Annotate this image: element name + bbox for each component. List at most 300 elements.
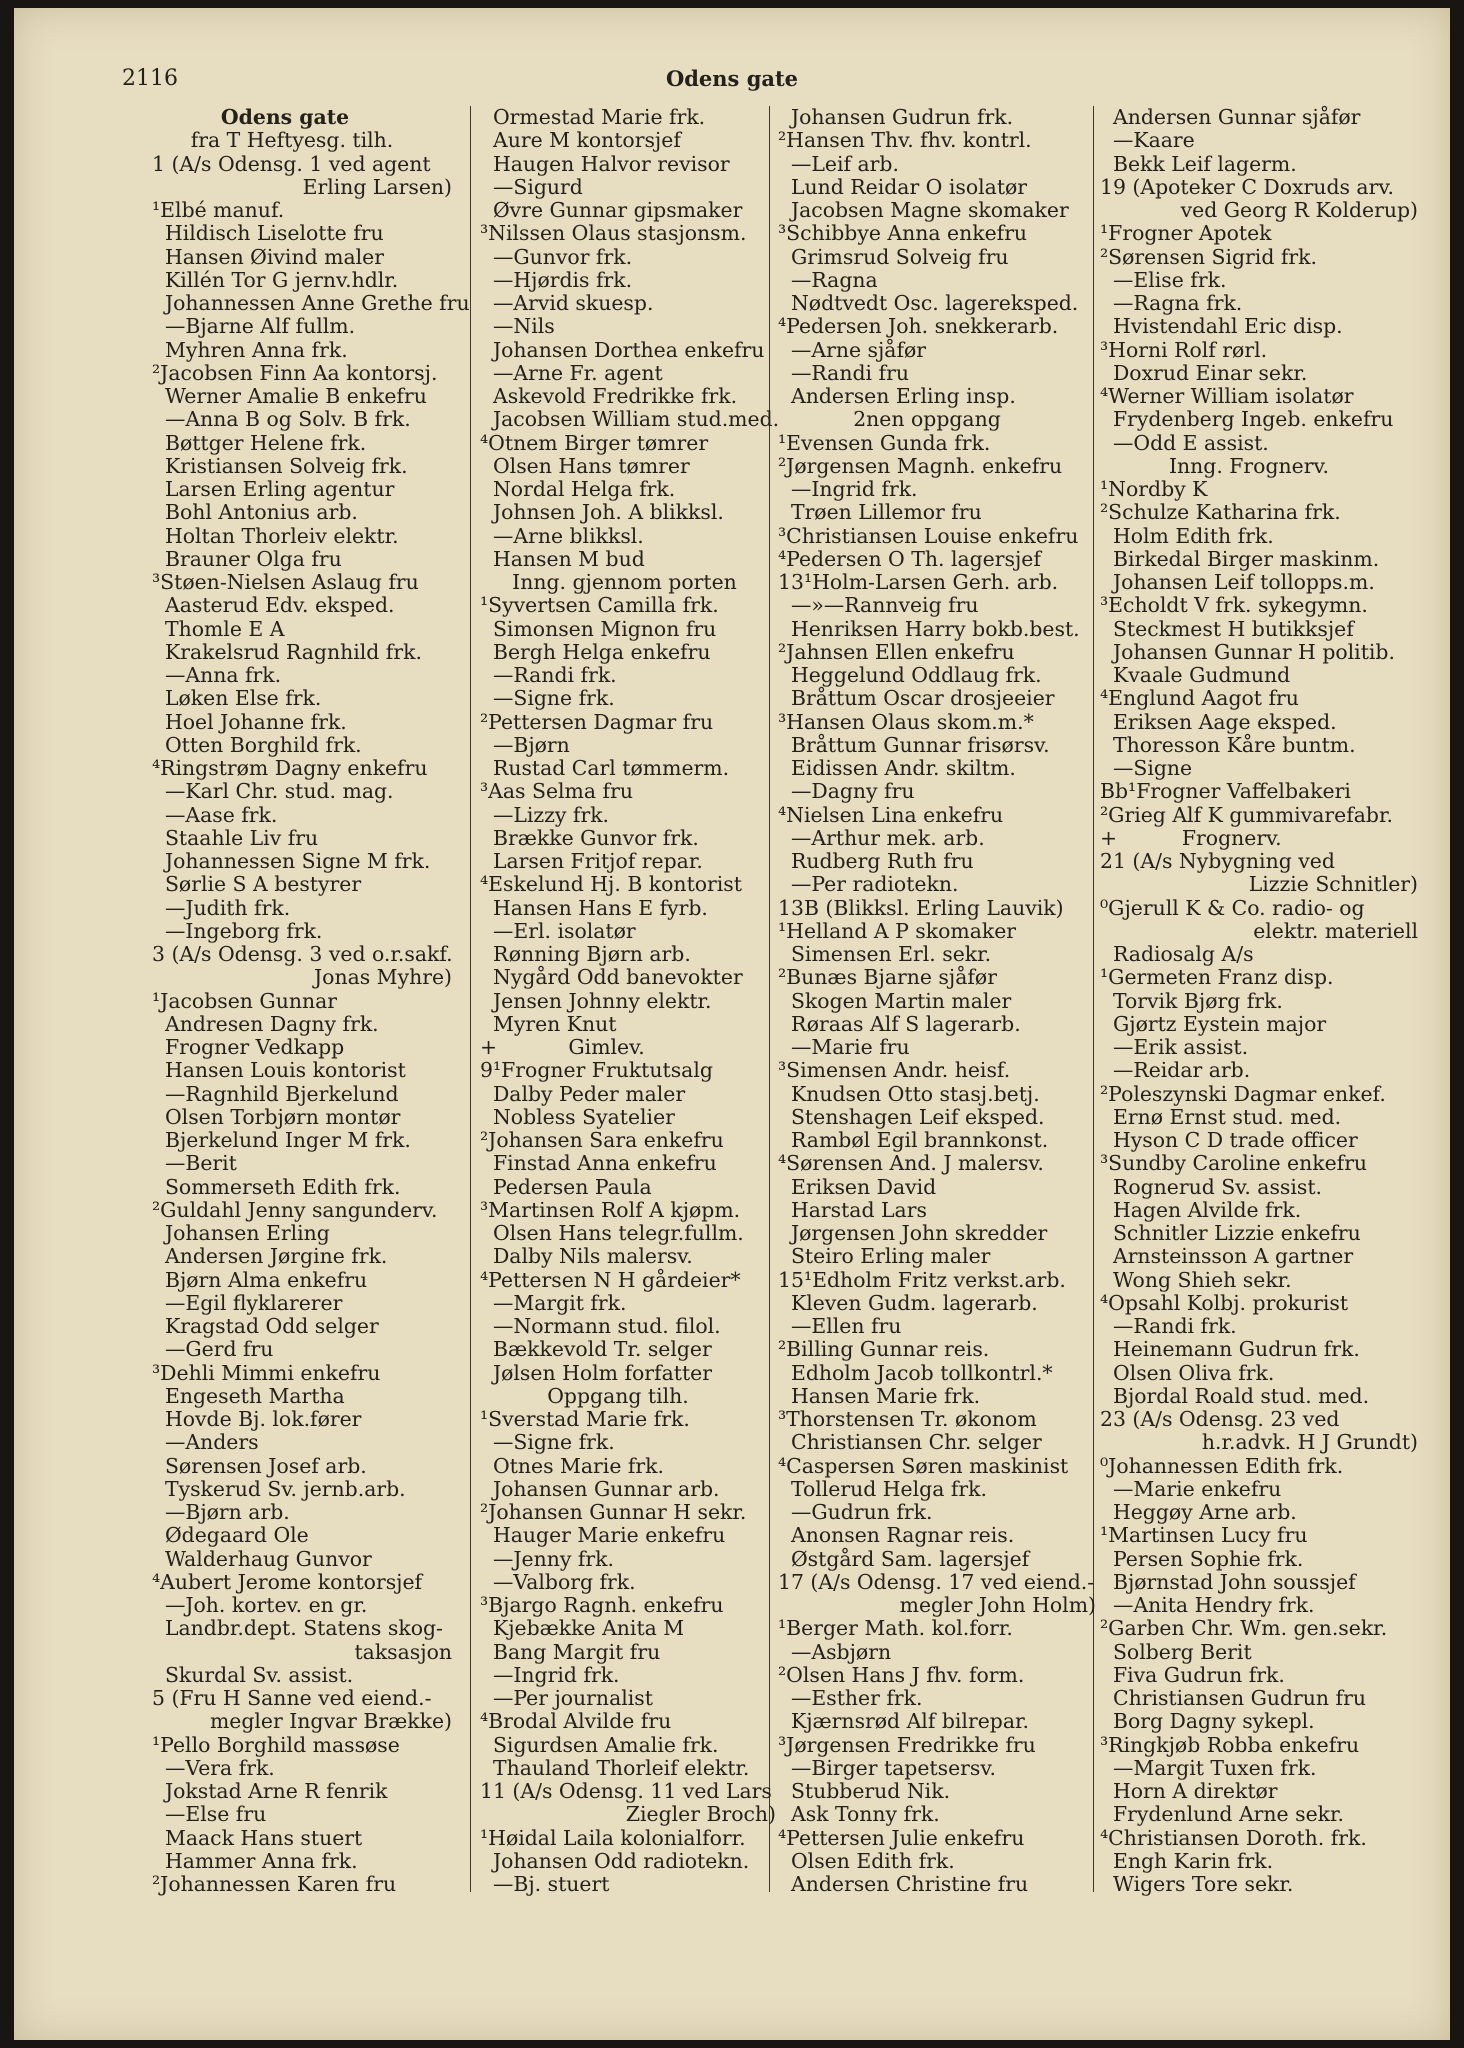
directory-entry: —Randi frk. xyxy=(1100,1314,1237,1338)
directory-entry: Hvistendahl Eric disp. xyxy=(1100,314,1343,339)
directory-entry: Johannessen Anne Grethe fru xyxy=(152,291,470,315)
directory-entry: —Leif arb. xyxy=(778,151,899,176)
directory-entry: Skogen Martin maler xyxy=(778,988,1012,1013)
directory-entry: 1 (A/s Odensg. 1 ved agent xyxy=(152,151,431,176)
directory-entry: Dalby Nils malersv. xyxy=(480,1244,693,1269)
directory-entry: Anonsen Ragnar reis. xyxy=(778,1523,1015,1548)
directory-entry: —Arne blikksl. xyxy=(480,523,644,548)
directory-entry: Otten Borghild frk. xyxy=(152,732,362,757)
directory-entry: Olsen Edith frk. xyxy=(778,1848,955,1873)
directory-entry: Heggøy Arne arb. xyxy=(1100,1500,1297,1524)
directory-entry: Askevold Fredrikke frk. xyxy=(480,384,738,408)
directory-entry: —Esther frk. xyxy=(778,1686,923,1710)
directory-entry: Nordal Helga frk. xyxy=(480,477,676,501)
directory-entry: Edholm Jacob tollkontrl.* xyxy=(778,1360,1053,1385)
directory-entry: Kragstad Odd selger xyxy=(152,1314,379,1338)
directory-entry: Kleven Gudm. lagerarb. xyxy=(778,1290,1038,1315)
directory-column-4 xyxy=(1100,106,1418,1896)
directory-entry: Hansen Hans E fyrb. xyxy=(480,895,708,920)
directory-entry: ²Guldahl Jenny sangunderv. xyxy=(152,1197,438,1222)
directory-entry: ³Dehli Mimmi enkefru xyxy=(152,1360,381,1385)
directory-entry: Kjærnsrød Alf bilrepar. xyxy=(778,1709,1029,1734)
directory-entry: Ernø Ernst stud. med. xyxy=(1100,1104,1342,1129)
directory-entry: Heinemann Gudrun frk. xyxy=(1100,1337,1360,1362)
directory-entry: ²Johansen Gunnar H sekr. xyxy=(480,1500,747,1524)
directory-entry: Haugen Halvor revisor xyxy=(480,151,730,176)
directory-entry: Kjebække Anita M xyxy=(480,1616,685,1641)
directory-entry: 9¹Frogner Fruktutsalg xyxy=(480,1058,713,1083)
directory-entry: ³Sundby Caroline enkefru xyxy=(1100,1151,1368,1176)
directory-entry: Nobless Syatelier xyxy=(480,1104,675,1129)
directory-entry: Johansen Odd radiotekn. xyxy=(480,1848,750,1873)
directory-entry: ³Christiansen Louise enkefru xyxy=(778,523,1079,548)
directory-entry: Andersen Erling insp. xyxy=(778,384,1016,408)
directory-entry: ³Horni Rolf rørl. xyxy=(1100,337,1268,362)
directory-entry: Olsen Oliva frk. xyxy=(1100,1360,1275,1385)
directory-entry: —Arne Fr. agent xyxy=(480,360,663,385)
directory-entry: Hansen Øivind maler xyxy=(152,244,384,269)
directory-entry: Henriksen Harry bokb.best. xyxy=(778,616,1080,641)
directory-entry: Frydenlund Arne sekr. xyxy=(1100,1802,1344,1827)
directory-entry: Tyskerud Sv. jernb.arb. xyxy=(152,1476,406,1501)
directory-entry: Thomle E A xyxy=(152,616,285,641)
directory-entry: Bang Margit fru xyxy=(480,1639,661,1664)
directory-entry: Ormestad Marie frk. xyxy=(480,105,706,129)
directory-entry: ³Hansen Olaus skom.m.* xyxy=(778,709,1034,734)
directory-entry: —Nils xyxy=(480,314,555,339)
directory-entry: —Per journalist xyxy=(480,1686,653,1710)
directory-entry: Andresen Dagny frk. xyxy=(152,1011,379,1036)
directory-entry: Kvaale Gudmund xyxy=(1100,663,1291,687)
directory-entry: Thoresson Kåre buntm. xyxy=(1100,732,1356,757)
directory-entry: ⁴Ringstrøm Dagny enkefru xyxy=(152,756,428,780)
directory-entry: Werner Amalie B enkefru xyxy=(152,384,427,408)
directory-entry: Aure M kontorsjef xyxy=(480,128,681,153)
directory-entry: Johansen Leif tollopps.m. xyxy=(1100,570,1375,594)
directory-entry: ¹Nordby K xyxy=(1100,477,1208,501)
directory-entry: Hammer Anna frk. xyxy=(152,1848,358,1873)
directory-entry: ²Grieg Alf K gummivarefabr. xyxy=(1100,802,1393,827)
directory-entry: Steiro Erling maler xyxy=(778,1244,991,1269)
directory-entry: —Ragna frk. xyxy=(1100,291,1243,315)
directory-entry: elektr. materiell xyxy=(1253,918,1418,943)
directory-entry: ¹Frogner Apotek xyxy=(1100,221,1272,246)
directory-entry: ⁴Werner William isolatør xyxy=(1100,384,1354,408)
directory-entry: ³Echoldt V frk. sykegymn. xyxy=(1100,593,1368,618)
directory-entry: ²Poleszynski Dagmar enkef. xyxy=(1100,1081,1386,1106)
directory-entry: ⁴Opsahl Kolbj. prokurist xyxy=(1100,1290,1349,1315)
directory-entry: taksasjon xyxy=(354,1639,452,1664)
directory-entry: —Bj. stuert xyxy=(480,1872,610,1896)
directory-entry: —Anna frk. xyxy=(152,663,282,687)
directory-entry: ⁴Eskelund Hj. B kontorist xyxy=(480,872,742,897)
directory-entry: ³Martinsen Rolf A kjøpm. xyxy=(480,1197,741,1222)
directory-entry: —Margit Tuxen frk. xyxy=(1100,1755,1317,1780)
directory-entry: —Signe frk. xyxy=(480,1430,615,1455)
directory-entry: Holm Edith frk. xyxy=(1100,523,1274,548)
directory-entry: Otnes Marie frk. xyxy=(480,1453,665,1478)
directory-entry: —Per radiotekn. xyxy=(778,872,959,897)
directory-entry: Hansen Louis kontorist xyxy=(152,1058,406,1083)
directory-entry: ¹Evensen Gunda frk. xyxy=(778,430,991,455)
directory-entry: Gjørtz Eystein major xyxy=(1100,1011,1327,1036)
directory-entry: Larsen Erling agentur xyxy=(152,477,395,501)
directory-entry: Olsen Hans telegr.fullm. xyxy=(480,1221,744,1245)
directory-entry: —Gudrun frk. xyxy=(778,1500,933,1524)
directory-entry: ¹Elbé manuf. xyxy=(152,198,285,222)
directory-entry: Hauger Marie enkefru xyxy=(480,1523,726,1548)
directory-entry: —Anna B og Solv. B frk. xyxy=(152,407,411,432)
directory-entry: Sigurdsen Amalie frk. xyxy=(480,1732,719,1757)
directory-entry: Andersen Gunnar sjåfør xyxy=(1100,105,1361,129)
directory-entry: —Elise frk. xyxy=(1100,267,1227,292)
directory-entry: Johansen Gunnar arb. xyxy=(480,1476,720,1501)
directory-entry: Krakelsrud Ragnhild frk. xyxy=(152,639,422,664)
directory-entry: Kristiansen Solveig frk. xyxy=(152,453,408,478)
directory-entry: Erling Larsen) xyxy=(302,174,452,199)
directory-entry: Brauner Olga fru xyxy=(152,546,342,571)
directory-entry: Eriksen David xyxy=(778,1174,937,1199)
directory-entry: Dalby Peder maler xyxy=(480,1081,686,1106)
directory-entry: 17 (A/s Odensg. 17 ved eiend.- xyxy=(778,1569,1095,1594)
directory-entry: Bjerkelund Inger M frk. xyxy=(152,1128,411,1152)
page-title: Odens gate xyxy=(665,66,799,91)
directory-entry: —Randi frk. xyxy=(480,663,617,687)
directory-entry: Holtan Thorleiv elektr. xyxy=(152,523,399,548)
directory-entry: —Berit xyxy=(152,1151,237,1176)
directory-entry: Solberg Berit xyxy=(1100,1639,1252,1664)
directory-entry: Bergh Helga enkefru xyxy=(480,639,711,664)
directory-entry: Bjørnstad John soussjef xyxy=(1100,1569,1356,1594)
directory-entry: Nødtvedt Osc. lagereksped. xyxy=(778,291,1079,315)
directory-entry: Lund Reidar O isolatør xyxy=(778,174,1028,199)
directory-entry: 3 (A/s Odensg. 3 ved o.r.sakf. xyxy=(152,942,453,966)
directory-column-1 xyxy=(152,105,470,1896)
directory-entry: —Gunvor frk. xyxy=(480,244,633,269)
directory-entry: Johnsen Joh. A blikksl. xyxy=(480,500,724,525)
directory-entry: Simensen Erl. sekr. xyxy=(778,942,992,966)
directory-entry: Inng. Frognerv. xyxy=(1168,453,1330,478)
directory-entry: Christiansen Chr. selger xyxy=(778,1430,1042,1455)
directory-entry: Pedersen Paula xyxy=(480,1174,652,1199)
directory-entry: ¹Jacobsen Gunnar xyxy=(152,988,337,1013)
directory-entry: Bjørn Alma enkefru xyxy=(152,1267,368,1292)
directory-entry: ⁴Englund Aagot fru xyxy=(1100,686,1299,711)
directory-entry: ⁴Otnem Birger tømrer xyxy=(480,430,709,455)
directory-entry: Andersen Christine fru xyxy=(778,1872,1029,1896)
directory-entry: ¹Martinsen Lucy fru xyxy=(1100,1523,1308,1548)
street-heading: Odens gate xyxy=(220,105,350,129)
directory-entry: Christiansen Gudrun fru xyxy=(1100,1686,1366,1710)
directory-entry: —Gerd fru xyxy=(152,1337,274,1362)
directory-entry: Doxrud Einar sekr. xyxy=(1100,360,1308,385)
directory-entry: ⁴Pedersen Joh. snekkerarb. xyxy=(778,314,1059,339)
directory-entry: Jørgensen John skredder xyxy=(778,1221,1048,1245)
directory-entry: Staahle Liv fru xyxy=(152,825,319,850)
directory-entry: Lizzie Schnitler) xyxy=(1248,872,1418,897)
directory-entry: —Randi fru xyxy=(778,360,909,385)
directory-entry: 13¹Holm-Larsen Gerh. arb. xyxy=(778,570,1059,594)
directory-entry: —Ingrid frk. xyxy=(778,477,918,501)
directory-entry: —Margit frk. xyxy=(480,1290,627,1315)
directory-entry: Hyson C D trade officer xyxy=(1100,1128,1358,1152)
directory-entry: ²Olsen Hans J fhv. form. xyxy=(778,1662,1025,1687)
directory-entry: Jacobsen Magne skomaker xyxy=(778,198,1069,222)
directory-entry: Walderhaug Gunvor xyxy=(152,1546,372,1571)
directory-entry: ⁴Christiansen Doroth. frk. xyxy=(1100,1825,1367,1850)
directory-entry: h.r.advk. H J Grundt) xyxy=(1201,1430,1418,1455)
directory-entry: —Bjørn arb. xyxy=(152,1500,290,1524)
directory-entry: Røraas Alf S lagerarb. xyxy=(778,1011,1021,1036)
directory-entry: ²Bunæs Bjarne sjåfør xyxy=(778,965,997,990)
column-divider xyxy=(470,106,471,1892)
directory-entry: Myren Knut xyxy=(480,1011,617,1036)
directory-entry: —Erl. isolatør xyxy=(480,918,636,943)
directory-entry: Bækkevold Tr. selger xyxy=(480,1337,712,1362)
directory-entry: Hagen Alvilde frk. xyxy=(1100,1197,1302,1222)
directory-entry: Johansen Gudrun frk. xyxy=(778,105,1014,129)
directory-entry: Sørensen Josef arb. xyxy=(152,1453,367,1478)
directory-entry: —Karl Chr. stud. mag. xyxy=(152,779,394,804)
directory-entry: Larsen Fritjof repar. xyxy=(480,849,703,873)
directory-entry: —Arne sjåfør xyxy=(778,337,927,362)
directory-entry: 13B (Blikksl. Erling Lauvik) xyxy=(778,895,1064,920)
directory-entry: —Hjørdis frk. xyxy=(480,267,633,292)
directory-entry: Torvik Bjørg frk. xyxy=(1100,988,1283,1013)
directory-entry: —Aase frk. xyxy=(152,802,278,827)
directory-entry: Rønning Bjørn arb. xyxy=(480,942,691,966)
directory-entry: ⁴Sørensen And. J malersv. xyxy=(778,1151,1044,1176)
directory-entry: 23 (A/s Odensg. 23 ved xyxy=(1100,1407,1340,1431)
directory-entry: ved Georg R Kolderup) xyxy=(1180,198,1418,222)
directory-column-3 xyxy=(778,106,1096,1896)
directory-entry: Løken Else frk. xyxy=(152,686,322,711)
directory-entry: Wigers Tore sekr. xyxy=(1100,1872,1294,1896)
directory-entry: Engh Karin frk. xyxy=(1100,1848,1274,1873)
directory-entry: —Asbjørn xyxy=(778,1639,892,1664)
directory-entry: ⁰Gjerull K & Co. radio- og xyxy=(1100,895,1365,920)
directory-entry: —Else fru xyxy=(152,1802,267,1827)
directory-entry: —Marie fru xyxy=(778,1035,910,1059)
directory-entry: Engeseth Martha xyxy=(152,1383,345,1408)
directory-entry: Jacobsen William stud.med. xyxy=(480,407,780,432)
directory-entry: —Vera frk. xyxy=(152,1755,275,1780)
directory-entry: Johansen Gunnar H politib. xyxy=(1100,639,1395,664)
directory-entry: Hoel Johanne frk. xyxy=(152,709,347,734)
directory-entry: ¹Høidal Laila kolonialforr. xyxy=(480,1825,746,1850)
directory-column-2 xyxy=(480,105,780,1896)
directory-entry: ³Støen-Nielsen Aslaug fru xyxy=(152,570,419,594)
directory-entry: Simonsen Mignon fru xyxy=(480,616,717,641)
directory-entry: Jølsen Holm forfatter xyxy=(480,1360,712,1385)
directory-entry: —Sigurd xyxy=(480,174,583,199)
directory-entry: Bohl Antonius arb. xyxy=(152,500,358,525)
directory-entry: ⁴Brodal Alvilde fru xyxy=(480,1709,672,1734)
directory-entry: Bråttum Gunnar frisørsv. xyxy=(778,732,1050,757)
directory-entry: Johansen Dorthea enkefru xyxy=(480,337,765,362)
directory-entry: Knudsen Otto stasj.betj. xyxy=(778,1081,1040,1106)
directory-entry: 21 (A/s Nybygning ved xyxy=(1100,849,1335,873)
directory-entry: Ødegaard Ole xyxy=(152,1523,309,1548)
directory-entry: ²Jørgensen Magnh. enkefru xyxy=(778,453,1063,478)
directory-entry: Schnitler Lizzie enkefru xyxy=(1100,1221,1361,1245)
directory-entry: Olsen Hans tømrer xyxy=(480,453,690,478)
directory-entry: —Normann stud. filol. xyxy=(480,1314,721,1338)
directory-entry: ³Nilssen Olaus stasjonsm. xyxy=(480,221,747,246)
directory-entry: —Anders xyxy=(152,1430,259,1455)
directory-entry: ¹Helland A P skomaker xyxy=(778,918,1017,943)
directory-entry: Rustad Carl tømmerm. xyxy=(480,756,730,780)
directory-entry: 2nen oppgang xyxy=(853,407,1001,432)
directory-entry: —Ragna xyxy=(778,267,878,292)
directory-entry: —Signe frk. xyxy=(480,686,615,711)
directory-page xyxy=(14,8,1450,2040)
directory-entry: ¹Sverstad Marie frk. xyxy=(480,1407,690,1431)
directory-entry: —Ragnhild Bjerkelund xyxy=(152,1081,399,1106)
directory-entry: Birkedal Birger maskinm. xyxy=(1100,546,1380,571)
directory-entry: Killén Tor G jernv.hdlr. xyxy=(152,267,399,292)
directory-entry: ⁴Aubert Jerome kontorsjef xyxy=(152,1569,423,1594)
directory-entry: ³Bjargo Ragnh. enkefru xyxy=(480,1593,724,1617)
directory-entry: Tollerud Helga frk. xyxy=(778,1476,987,1501)
directory-entry: —Joh. kortev. en gr. xyxy=(152,1593,368,1617)
directory-entry: Myhren Anna frk. xyxy=(152,337,348,362)
directory-entry: 19 (Apoteker C Doxruds arv. xyxy=(1100,174,1394,199)
directory-entry: —Judith frk. xyxy=(152,895,291,920)
directory-entry: Rognerud Sv. assist. xyxy=(1100,1174,1323,1199)
directory-entry: Inng. gjennom porten xyxy=(499,570,737,594)
directory-entry: Nygård Odd banevokter xyxy=(480,965,743,990)
directory-entry: —Kaare xyxy=(1100,128,1195,153)
directory-entry: Landbr.dept. Statens skog- xyxy=(152,1616,443,1641)
directory-entry: ³Thorstensen Tr. økonom xyxy=(778,1407,1037,1431)
directory-entry: —Egil flyklarerer xyxy=(152,1290,343,1315)
directory-entry: ³Schibbye Anna enkefru xyxy=(778,221,1028,246)
directory-entry: Stubberud Nik. xyxy=(778,1779,951,1803)
directory-entry: Hansen M bud xyxy=(480,546,645,571)
directory-entry: Hansen Marie frk. xyxy=(778,1383,981,1408)
directory-entry: —Ingrid frk. xyxy=(480,1662,620,1687)
directory-entry: —Bjørn xyxy=(480,732,570,757)
directory-entry: Bb¹Frogner Vaffelbakeri xyxy=(1100,779,1351,804)
directory-entry: Rambøl Egil brannkonst. xyxy=(778,1128,1049,1152)
directory-entry: —Birger tapetsersv. xyxy=(778,1755,996,1780)
directory-entry: —Valborg frk. xyxy=(480,1569,636,1594)
directory-entry: ⁴Nielsen Lina enkefru xyxy=(778,802,1004,827)
directory-entry: Oppgang tilh. xyxy=(547,1383,689,1408)
directory-entry: ³Simensen Andr. heisf. xyxy=(778,1058,1011,1083)
directory-entry: ⁰Johannessen Edith frk. xyxy=(1100,1453,1344,1478)
directory-entry: Sommerseth Edith frk. xyxy=(152,1174,401,1199)
directory-entry: Østgård Sam. lagersjef xyxy=(778,1546,1030,1571)
directory-entry: ²Sørensen Sigrid frk. xyxy=(1100,244,1317,269)
directory-entry: —Marie enkefru xyxy=(1100,1476,1282,1501)
directory-entry: ³Aas Selma fru xyxy=(480,779,633,804)
directory-entry: megler Ingvar Brække) xyxy=(209,1709,452,1734)
directory-entry: 15¹Edholm Fritz verkst.arb. xyxy=(778,1267,1066,1292)
directory-entry: —Erik assist. xyxy=(1100,1035,1249,1059)
directory-entry: —Ellen fru xyxy=(778,1314,902,1338)
directory-entry: ⁴Pettersen N H gårdeier* xyxy=(480,1267,741,1292)
directory-entry: —»—Rannveig fru xyxy=(778,593,979,618)
directory-entry: —Arthur mek. arb. xyxy=(778,825,985,850)
directory-entry: ⁴Pedersen O Th. lagersjef xyxy=(778,546,1041,571)
directory-entry: Øvre Gunnar gipsmaker xyxy=(480,198,743,222)
directory-entry: Finstad Anna enkefru xyxy=(480,1151,717,1176)
directory-entry: Sørlie S A bestyrer xyxy=(152,872,362,897)
directory-entry: ²Jahnsen Ellen enkefru xyxy=(778,639,1015,664)
directory-entry: ⁴Pettersen Julie enkefru xyxy=(778,1825,1025,1850)
directory-entry: —Dagny fru xyxy=(778,779,915,804)
directory-entry: Thauland Thorleif elektr. xyxy=(480,1755,750,1780)
directory-entry: Hildisch Liselotte fru xyxy=(152,221,384,246)
directory-entry: ¹Germeten Franz disp. xyxy=(1100,965,1334,990)
directory-entry: Jensen Johnny elektr. xyxy=(480,988,712,1013)
directory-entry: Olsen Torbjørn montør xyxy=(152,1104,401,1129)
directory-entry: + Gimlev. xyxy=(480,1035,645,1059)
directory-entry: 5 (Fru H Sanne ved eiend.- xyxy=(152,1686,432,1710)
directory-entry: Rudberg Ruth fru xyxy=(778,849,974,873)
directory-entry: Grimsrud Solveig fru xyxy=(778,244,1009,269)
directory-entry: Bekk Leif lagerm. xyxy=(1100,151,1297,176)
directory-entry: Stenshagen Leif eksped. xyxy=(778,1104,1045,1129)
directory-entry: —Arvid skuesp. xyxy=(480,291,654,315)
directory-entry: Fiva Gudrun frk. xyxy=(1100,1662,1285,1687)
directory-entry: Radiosalg A/s xyxy=(1100,942,1254,966)
directory-entry: ³Ringkjøb Robba enkefru xyxy=(1100,1732,1360,1757)
directory-entry: Johansen Erling xyxy=(152,1221,330,1245)
directory-entry: Johannessen Signe M frk. xyxy=(152,849,431,873)
directory-entry: —Bjarne Alf fullm. xyxy=(152,314,356,339)
page-number: 2116 xyxy=(122,66,178,91)
directory-entry: ³Jørgensen Fredrikke fru xyxy=(778,1732,1036,1757)
directory-entry: —Signe xyxy=(1100,756,1193,780)
directory-entry: Hovde Bj. lok.fører xyxy=(152,1407,362,1431)
directory-entry: —Anita Hendry frk. xyxy=(1100,1593,1315,1617)
directory-entry: Maack Hans stuert xyxy=(152,1825,363,1850)
directory-entry: Horn A direktør xyxy=(1100,1779,1278,1803)
directory-entry: Brække Gunvor frk. xyxy=(480,825,699,850)
directory-entry: —Reidar arb. xyxy=(1100,1058,1251,1083)
directory-entry: Bøttger Helene frk. xyxy=(152,430,367,455)
directory-entry: —Ingeborg frk. xyxy=(152,918,323,943)
directory-entry: Jonas Myhre) xyxy=(314,965,452,990)
directory-entry: Ziegler Broch) xyxy=(625,1802,776,1827)
directory-entry: ¹Pello Borghild massøse xyxy=(152,1732,400,1757)
directory-entry: ²Hansen Thv. fhv. kontrl. xyxy=(778,128,1032,153)
directory-entry: Frydenberg Ingeb. enkefru xyxy=(1100,407,1394,432)
directory-entry: Bråttum Oscar drosjeeier xyxy=(778,686,1055,711)
directory-entry: —Lizzy frk. xyxy=(480,802,610,827)
directory-entry: 11 (A/s Odensg. 11 ved Lars xyxy=(480,1779,772,1803)
directory-entry: ⁴Caspersen Søren maskinist xyxy=(778,1453,1069,1478)
directory-entry: ¹Syvertsen Camilla frk. xyxy=(480,593,719,618)
directory-entry: Harstad Lars xyxy=(778,1197,927,1222)
directory-entry: Bjordal Roald stud. med. xyxy=(1100,1383,1370,1408)
directory-entry: Persen Sophie frk. xyxy=(1100,1546,1304,1571)
directory-entry: Arnsteinsson A gartner xyxy=(1100,1244,1354,1269)
directory-entry: ²Garben Chr. Wm. gen.sekr. xyxy=(1100,1616,1388,1641)
directory-entry: ¹Berger Math. kol.forr. xyxy=(778,1616,1013,1641)
directory-entry: ²Billing Gunnar reis. xyxy=(778,1337,990,1362)
directory-entry: Aasterud Edv. eksped. xyxy=(152,593,395,618)
directory-entry: —Jenny frk. xyxy=(480,1546,614,1571)
directory-entry: Jokstad Arne R fenrik xyxy=(152,1779,388,1803)
directory-entry: Heggelund Oddlaug frk. xyxy=(778,663,1042,687)
directory-entry: megler John Holm) xyxy=(899,1593,1096,1617)
directory-entry: Trøen Lillemor fru xyxy=(778,500,982,525)
directory-entry: Borg Dagny sykepl. xyxy=(1100,1709,1315,1734)
